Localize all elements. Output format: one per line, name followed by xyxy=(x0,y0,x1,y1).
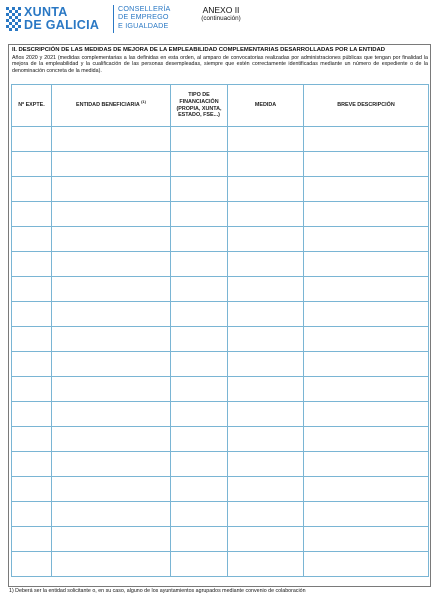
table-row xyxy=(12,552,429,577)
cell-descripcion[interactable] xyxy=(304,352,429,377)
cell-entidad[interactable] xyxy=(52,377,171,402)
cell-expediente[interactable] xyxy=(12,527,52,552)
cell-descripcion[interactable] xyxy=(304,502,429,527)
cell-medida[interactable] xyxy=(228,527,304,552)
cell-entidad[interactable] xyxy=(52,502,171,527)
cell-medida[interactable] xyxy=(228,302,304,327)
cell-expediente[interactable] xyxy=(12,552,52,577)
table-row xyxy=(12,427,429,452)
cell-medida[interactable] xyxy=(228,327,304,352)
col-financiacion-line-2: FINANCIACIÓN xyxy=(179,98,219,105)
cell-medida[interactable] xyxy=(228,477,304,502)
cell-financiacion[interactable] xyxy=(171,477,228,502)
table-row xyxy=(12,127,429,152)
table-row xyxy=(12,202,429,227)
cell-financiacion[interactable] xyxy=(171,502,228,527)
cell-financiacion[interactable] xyxy=(171,252,228,277)
cell-medida[interactable] xyxy=(228,177,304,202)
cell-financiacion[interactable] xyxy=(171,127,228,152)
table-row xyxy=(12,227,429,252)
col-header-expediente xyxy=(12,85,52,127)
cell-entidad[interactable] xyxy=(52,427,171,452)
measures-table xyxy=(11,84,429,577)
cell-expediente[interactable] xyxy=(12,252,52,277)
cell-financiacion[interactable] xyxy=(171,227,228,252)
xunta-logo xyxy=(5,6,105,34)
cell-medida[interactable] xyxy=(228,152,304,177)
cell-entidad[interactable] xyxy=(52,327,171,352)
col-header-financiacion xyxy=(171,85,228,127)
cell-financiacion[interactable] xyxy=(171,177,228,202)
cell-descripcion[interactable] xyxy=(304,552,429,577)
annex-heading xyxy=(200,5,242,22)
cell-entidad[interactable] xyxy=(52,477,171,502)
cell-expediente[interactable] xyxy=(12,477,52,502)
table-row xyxy=(12,252,429,277)
cell-financiacion[interactable] xyxy=(171,277,228,302)
cell-medida[interactable] xyxy=(228,227,304,252)
conselleria-line-1: CONSELLERÍA xyxy=(118,4,171,13)
cell-expediente[interactable] xyxy=(12,227,52,252)
col-expediente-label: Nº EXPTE. xyxy=(18,102,45,109)
section-title: II. DESCRIPCIÓN DE LAS MEDIDAS DE MEJORA DE LA EMPLEABILIDAD COMPLEMENTARIAS DESARROLLADAS POR LA ENTIDAD xyxy=(12,47,385,53)
cell-financiacion[interactable] xyxy=(171,552,228,577)
xunta-emblem-icon xyxy=(5,6,22,32)
table-row xyxy=(12,277,429,302)
cell-descripcion[interactable] xyxy=(304,477,429,502)
cell-financiacion[interactable] xyxy=(171,352,228,377)
logo-line-1: XUNTA xyxy=(24,5,68,19)
cell-expediente[interactable] xyxy=(12,202,52,227)
cell-expediente[interactable] xyxy=(12,177,52,202)
table-row xyxy=(12,477,429,502)
cell-entidad[interactable] xyxy=(52,152,171,177)
cell-entidad[interactable] xyxy=(52,227,171,252)
cell-entidad[interactable] xyxy=(52,452,171,477)
cell-descripcion[interactable] xyxy=(304,452,429,477)
cell-descripcion[interactable] xyxy=(304,527,429,552)
cell-expediente[interactable] xyxy=(12,127,52,152)
cell-financiacion[interactable] xyxy=(171,327,228,352)
table-row xyxy=(12,302,429,327)
table-row xyxy=(12,452,429,477)
cell-medida[interactable] xyxy=(228,202,304,227)
col-medida-label: MEDIDA xyxy=(254,102,277,109)
cell-descripcion[interactable] xyxy=(304,377,429,402)
cell-descripcion[interactable] xyxy=(304,302,429,327)
table-row xyxy=(12,502,429,527)
footnote: 1) Deberá ser la entidad solicitante o, en su caso, alguno de los ayuntamientos agrupados mediante convenio de colaboración xyxy=(9,588,306,594)
cell-financiacion[interactable] xyxy=(171,452,228,477)
cell-entidad[interactable] xyxy=(52,552,171,577)
cell-entidad[interactable] xyxy=(52,402,171,427)
conselleria-line-2: DE EMPREGO xyxy=(118,12,169,22)
table-row xyxy=(12,327,429,352)
table-row xyxy=(12,177,429,202)
cell-financiacion[interactable] xyxy=(171,402,228,427)
cell-descripcion[interactable] xyxy=(304,127,429,152)
header-divider xyxy=(113,5,114,33)
cell-expediente[interactable] xyxy=(12,502,52,527)
cell-entidad[interactable] xyxy=(52,527,171,552)
col-header-descripcion xyxy=(304,85,429,127)
table-row xyxy=(12,352,429,377)
cell-expediente[interactable] xyxy=(12,452,52,477)
cell-expediente[interactable] xyxy=(12,327,52,352)
col-financiacion-line-4: ESTADO, FSE...) xyxy=(178,112,220,119)
cell-expediente[interactable] xyxy=(12,352,52,377)
cell-expediente[interactable] xyxy=(12,427,52,452)
cell-financiacion[interactable] xyxy=(171,152,228,177)
cell-financiacion[interactable] xyxy=(171,302,228,327)
col-header-entidad xyxy=(52,85,171,127)
cell-medida[interactable] xyxy=(228,277,304,302)
cell-medida[interactable] xyxy=(228,252,304,277)
cell-entidad[interactable] xyxy=(52,127,171,152)
cell-financiacion[interactable] xyxy=(171,427,228,452)
table-header-row xyxy=(12,85,429,127)
section-description: Años 2020 y 2021 (medidas complementarias a las definidas en esta orden, al amparo de convocatorias realizadas por administraciones públicas que tengan por finalidad la mejora de la empleabilidad y la cualificación de las personas desempleadas, siempre que estén correctamente identificadas mediante un número de expediente o de la denominación concreta de la medida). xyxy=(12,55,428,74)
cell-medida[interactable] xyxy=(228,352,304,377)
cell-descripcion[interactable] xyxy=(304,277,429,302)
cell-medida[interactable] xyxy=(228,502,304,527)
cell-financiacion[interactable] xyxy=(171,377,228,402)
cell-expediente[interactable] xyxy=(12,152,52,177)
cell-entidad[interactable] xyxy=(52,302,171,327)
logo-line-2: DE GALICIA xyxy=(24,18,100,32)
cell-descripcion[interactable] xyxy=(304,402,429,427)
cell-entidad[interactable] xyxy=(52,352,171,377)
cell-medida[interactable] xyxy=(228,452,304,477)
cell-medida[interactable] xyxy=(228,427,304,452)
cell-descripcion[interactable] xyxy=(304,177,429,202)
annex-subtitle: (continuación) xyxy=(201,15,241,22)
table-row xyxy=(12,377,429,402)
cell-descripcion[interactable] xyxy=(304,327,429,352)
cell-medida[interactable] xyxy=(228,552,304,577)
cell-medida[interactable] xyxy=(228,402,304,427)
col-descripcion-label: BREVE DESCRIPCIÓN xyxy=(337,102,395,109)
cell-entidad[interactable] xyxy=(52,177,171,202)
conselleria-line-3: E IGUALDADE xyxy=(118,20,169,30)
col-header-medida xyxy=(228,85,304,127)
cell-medida[interactable] xyxy=(228,127,304,152)
cell-descripcion[interactable] xyxy=(304,227,429,252)
cell-financiacion[interactable] xyxy=(171,527,228,552)
annex-title: ANEXO II xyxy=(202,5,240,15)
table-row xyxy=(12,152,429,177)
cell-expediente[interactable] xyxy=(12,277,52,302)
cell-entidad[interactable] xyxy=(52,202,171,227)
col-financiacion-line-3: (PROPIA, XUNTA, xyxy=(176,105,222,112)
cell-medida[interactable] xyxy=(228,377,304,402)
xunta-wordmark xyxy=(24,6,99,32)
cell-descripcion[interactable] xyxy=(304,252,429,277)
table-row xyxy=(12,527,429,552)
cell-entidad[interactable] xyxy=(52,252,171,277)
cell-descripcion[interactable] xyxy=(304,202,429,227)
col-entidad-label: ENTIDAD BENEFICIARIA xyxy=(76,102,140,109)
cell-expediente[interactable] xyxy=(12,302,52,327)
cell-entidad[interactable] xyxy=(52,277,171,302)
table-row xyxy=(12,402,429,427)
conselleria-name xyxy=(118,5,171,30)
cell-financiacion[interactable] xyxy=(171,202,228,227)
footnote-marker: (1) xyxy=(141,99,146,105)
cell-descripcion[interactable] xyxy=(304,152,429,177)
cell-expediente[interactable] xyxy=(12,377,52,402)
col-financiacion-line-1: TIPO DE xyxy=(188,92,210,99)
cell-descripcion[interactable] xyxy=(304,427,429,452)
cell-expediente[interactable] xyxy=(12,402,52,427)
